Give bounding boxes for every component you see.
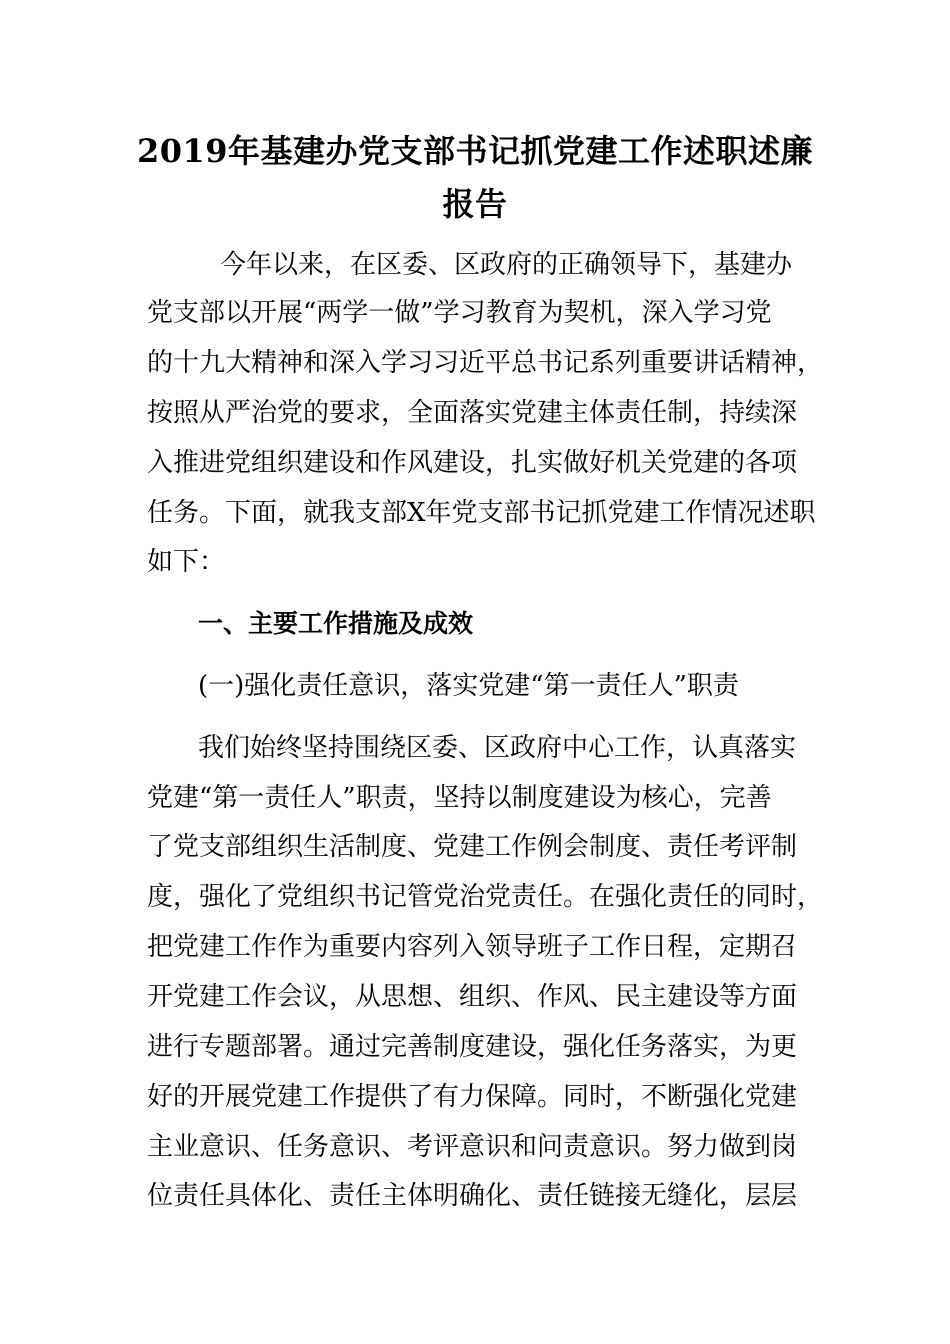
intro-paragraph-line: 如下：: [147, 547, 226, 577]
body-paragraph-line: 党建“第一责任人”职责，坚持以制度建设为核心，完善: [147, 783, 772, 813]
body-paragraph-line: 把党建工作作为重要内容列入领导班子工作日程，定期召: [147, 932, 798, 962]
body-paragraph-line: 了党支部组织生活制度、党建工作例会制度、责任考评制: [147, 832, 798, 862]
body-paragraph-line: 度，强化了党组织书记管党治党责任。在强化责任的同时，: [147, 882, 824, 912]
body-paragraph-line: 我们始终坚持围绕区委、区政府中心工作，认真落实: [198, 733, 797, 763]
subsection-heading: (一)强化责任意识，落实党建“第一责任人”职责: [198, 671, 739, 701]
intro-paragraph-line: 按照从严治党的要求，全面落实党建主体责任制，持续深: [147, 398, 798, 428]
intro-paragraph-line: 党支部以开展“两学一做”学习教育为契机，深入学习党: [147, 298, 772, 328]
intro-paragraph-line: 的十九大精神和深入学习习近平总书记系列重要讲话精神，: [147, 348, 824, 378]
body-paragraph-line: 开党建工作会议，从思想、组织、作风、民主建设等方面: [147, 982, 798, 1012]
body-paragraph-line: 好的开展党建工作提供了有力保障。同时，不断强化党建: [147, 1082, 798, 1112]
intro-paragraph-line: 入推进党组织建设和作风建设，扎实做好机关党建的各项: [147, 448, 798, 478]
intro-paragraph-line: 任务。下面，就我支部X年党支部书记抓党建工作情况述职: [147, 498, 816, 528]
document-title-line-2: 报告: [442, 185, 508, 223]
intro-paragraph-line: 今年以来，在区委、区政府的正确领导下，基建办: [220, 250, 793, 280]
body-paragraph-line: 进行专题部署。通过完善制度建设，强化任务落实，为更: [147, 1032, 798, 1062]
document-title-line-1: 2019年基建办党支部书记抓党建工作述职述廉: [136, 132, 814, 170]
body-paragraph-line: 主业意识、任务意识、考评意识和问责意识。努力做到岗: [147, 1132, 798, 1162]
body-paragraph-line: 位责任具体化、责任主体明确化、责任链接无缝化，层层: [147, 1181, 798, 1211]
section-heading: 一、主要工作措施及成效: [198, 609, 474, 638]
